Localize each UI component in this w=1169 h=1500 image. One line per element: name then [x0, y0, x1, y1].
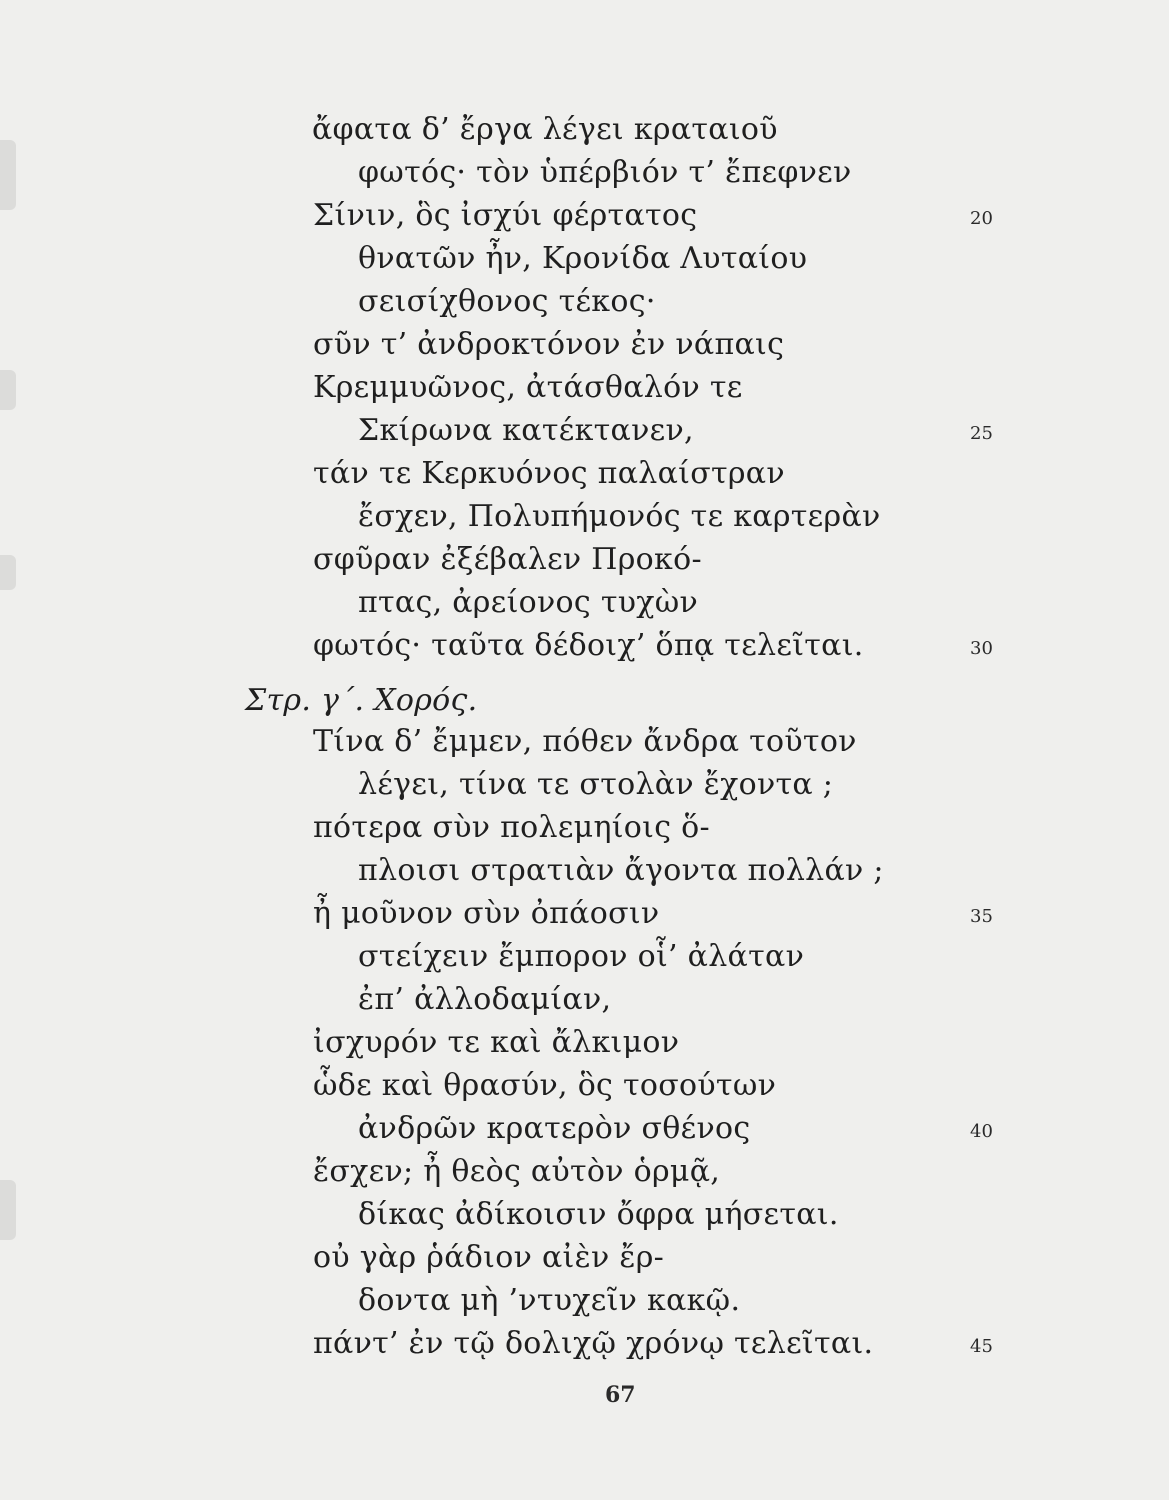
poem-line: θνατῶν ἦν, Κρονίδα Λυταίου — [358, 241, 808, 276]
binding-shadow-bottom — [0, 1180, 16, 1240]
line-number: 30 — [970, 638, 993, 659]
poem-line: Κρεμμυῶνος, ἀτάσθαλόν τε — [313, 370, 743, 405]
poem-line: ἔσχεν; ἦ θεὸς αὐτὸν ὁρμᾷ, — [313, 1154, 721, 1189]
poem-line: ἦ μοῦνον σὺν ὀπάοσιν — [313, 896, 660, 931]
poem-line: σῦν τ’ ἀνδροκτόνον ἐν νάπαις — [313, 327, 785, 362]
line-number: 45 — [970, 1336, 993, 1357]
binding-shadow-top — [0, 140, 16, 210]
poem-line: Τίνα δ’ ἔμμεν, πόθεν ἄνδρα τοῦτον — [313, 724, 857, 759]
poem-line: δοντα μὴ ’ντυχεῖν κακῷ. — [358, 1283, 741, 1318]
line-number: 35 — [970, 906, 993, 927]
poem-line: λέγει, τίνα τε στολὰν ἔχοντα ; — [358, 767, 834, 802]
poem-line: ἀνδρῶν κρατερὸν σθένος — [358, 1111, 751, 1146]
line-number: 20 — [970, 208, 993, 229]
poem-line: πότερα σὺν πολεμηίοις ὅ- — [313, 810, 710, 845]
poem-line: ἔσχεν, Πολυπήμονός τε καρτερὰν — [358, 499, 881, 534]
strophe-heading: Στρ. γ΄. Χορός. — [245, 683, 478, 718]
line-number: 25 — [970, 423, 993, 444]
poem-line: Σκίρωνα κατέκτανεν, — [358, 413, 694, 448]
poem-line: πτας, ἀρείονος τυχὼν — [358, 585, 699, 620]
poem-line: οὐ γὰρ ῥάδιον αἰὲν ἔρ- — [313, 1240, 665, 1275]
binding-shadow-low — [0, 555, 16, 590]
poem-line: δίκας ἀδίκοισιν ὄφρα μήσεται. — [358, 1197, 839, 1232]
poem-line: φωτός· ταῦτα δέδοιχ’ ὅπᾳ τελεῖται. — [313, 628, 864, 663]
page-number: 67 — [605, 1382, 636, 1408]
poem-line: τάν τε Κερκυόνος παλαίστραν — [313, 456, 785, 491]
poem-line: πλοισι στρατιὰν ἄγοντα πολλάν ; — [358, 853, 884, 888]
line-number: 40 — [970, 1121, 993, 1142]
poem-line: σεισίχθονος τέκος· — [358, 284, 656, 319]
poem-line: ἰσχυρόν τε καὶ ἄλκιμον — [313, 1025, 680, 1060]
poem-line: πάντ’ ἐν τῷ δολιχῷ χρόνῳ τελεῖται. — [313, 1326, 874, 1361]
poem-line: ὧδε καὶ θρασύν, ὃς τοσούτων — [313, 1068, 777, 1103]
poem-line: Σίνιν, ὃς ἰσχύι φέρτατος — [313, 198, 698, 233]
poem-line: σφῦραν ἐξέβαλεν Προκό- — [313, 542, 702, 577]
poem-line: φωτός· τὸν ὑπέρβιόν τ’ ἔπεφνεν — [358, 155, 852, 190]
binding-shadow-middle — [0, 370, 16, 410]
poem-line: ἐπ’ ἀλλοδαμίαν, — [358, 982, 612, 1017]
poem-line: στείχειν ἔμπορον οἷ’ ἀλάταν — [358, 939, 805, 974]
poem-line: ἄφατα δ’ ἔργα λέγει κραταιοῦ — [312, 112, 778, 147]
